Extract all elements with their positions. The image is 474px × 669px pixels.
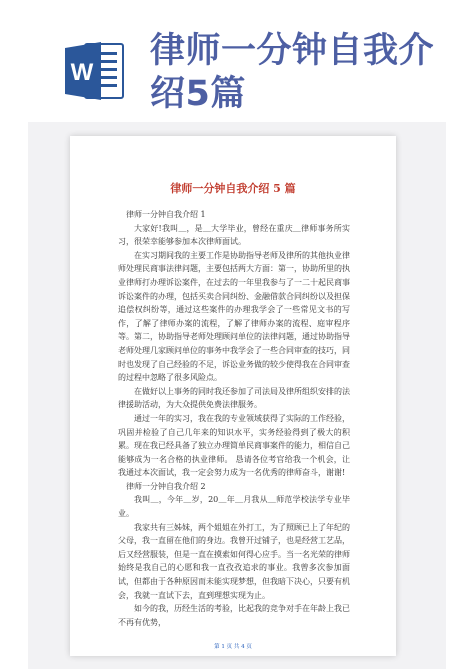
svg-text:W: W (70, 59, 94, 86)
paragraph: 我叫＿，今年＿岁，20＿年＿月我从＿师范学校法学专业毕业。 (118, 495, 350, 519)
section-heading: 律师一分钟自我介绍 1 (126, 210, 206, 219)
page-number: 第 1 页 共 4 页 (214, 644, 252, 650)
section-heading: 律师一分钟自我介绍 2 (126, 481, 206, 491)
paragraph: 通过一年的实习，我在我的专业领域获得了实际的工作经验，巩固并检验了自己几年来的知识水平，实务经验得到了极大的积累。现在我已经具备了独立办理简单民商事案件的能力，相信自己能够成为一名合格的执业律师。 恳请各位考官给我一个机会，让我通过本次面试，我一定会努力成为一名优秀的律师奋斗，谢谢! (118, 413, 350, 478)
paragraph: 大家好!我叫＿，是＿大学毕业，曾经在重庆＿律师事务所实习，很荣幸能够参加本次律师面试。 (118, 223, 350, 247)
paragraph: 在实习期间我的主要工作是协助指导老师及律所的其他执业律师处理民商事法律问题，主要包括两大方面：第一，协助所里的执业律师打办理诉讼案件，在过去的一年里我参与了一二十起民商事诉讼案件的办理，包括买卖合同纠纷、金融借款合同纠纷以及担保追偿权纠纷等，通过这些案件的办理我学会了一些常见文书的写作，了解了律师办案的流程，了解了律师办案的流程、庭审程序等。第二，协助指导老师处理顾问单位的法律问题，通过协助指导老师处理几家顾问单位的事务中我学会了一些合同审查的技巧，同时也发现了自己经验的不足，诉讼业务做的较少使得我在合同审查的过程中忽略了很多风险点。 (118, 250, 350, 383)
paragraph: 如今的我，历经生活的考验，比起我的竞争对手在年龄上我已不再有优势， (118, 604, 350, 627)
word-document-icon (65, 38, 125, 104)
document-page (70, 136, 396, 656)
header (0, 0, 474, 120)
paragraph: 我家共有三姊妹，两个姐姐在外打工，为了照顾已上了年纪的父母，我一直留在他们的身边。我曾开过铺子，也是经营工艺品，后又经营服装，但是一直在摸索如何得心应手。当一名光荣的律师始终是我自己的心愿和我一直孜孜追求的事业。我曾多次参加面试，但都由于各种原因而未能实现梦想，但我暗下决心，只要有机会，我就一直试下去，直到理想实现为止。 (118, 522, 350, 600)
page-title (150, 30, 470, 116)
title-line-2: 绍5篇 (150, 74, 246, 114)
document-body (118, 208, 350, 629)
paragraph: 在做好以上事务的同时我还参加了司法局及律所组织安排的法律援助活动，为大众提供免费法律服务。 (118, 386, 350, 410)
document-title: 律师一分钟自我介绍 5 篇 (170, 182, 296, 195)
title-line-1: 律师一分钟自我介 (150, 31, 435, 71)
